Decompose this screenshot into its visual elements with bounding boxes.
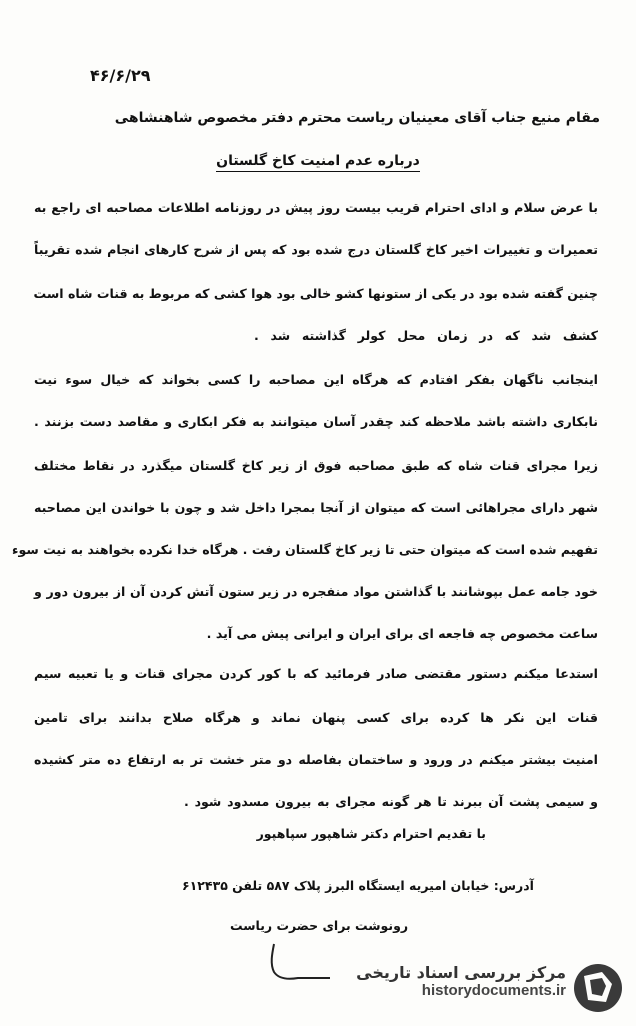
body-line: تعمیرات و تغییرات اخیر کاخ گلستان درج شده بود که پس از شرح کارهای انجام شده تقریباً [34,242,598,257]
archive-logo-icon [572,962,624,1014]
handwritten-signature [268,940,348,990]
body-line: زیرا مجرای قنات شاه که طبق مصاحبه فوق از زیر کاخ گلستان میگذرد در نقاط مختلف [34,458,598,473]
archive-site: historydocuments.ir [421,982,566,1000]
sender-address: آدرس: خیابان امیریه ایستگاه البرز پلاک ۵۸۷ تلفن ۶۱۲۴۳۵ [182,878,534,893]
body-line: و سیمی پشت آن ببرند تا هر گونه مجرای به بیرون مسدود شود . [184,794,598,809]
document-subject [0,153,636,169]
body-line: نابکاری داشته باشد ملاحظه کند چقدر آسان میتوانند به فکر ابکاری و مقاصد دست بزنند . [34,414,598,429]
body-line: تفهیم شده است که میتوان حتی تا زیر کاخ گلستان رفت . هرگاه خدا نکرده بخواهند به نیت سوء [12,542,598,557]
body-line: امنیت بیشتر میکنم در ورود و ساختمان بفاصله دو متر خشت تر به ارتفاع ده متر کشیده [34,752,598,767]
body-line: اینجانب ناگهان بفکر افتادم که هرگاه این مصاحبه را کسی بخواند که خیال سوء نیت [34,372,598,387]
body-line: استدعا میکنم دستور مقتضی صادر فرمائید که با کور کردن مجرای قنات و یا تعبیه سیم [34,666,598,681]
body-line: شهر دارای مجراهائی است که میتوان از آنجا بمجرا داخل شد و چون با خواندن این مصاحبه [34,500,598,515]
body-line: قنات این نکر ها کرده برای کسی پنهان نماند و هرگاه صلاح بدانند برای تامین [34,710,598,725]
subject-text: درباره عدم امنیت کاخ گلستان [216,153,420,172]
addressee-line: مقام منیع جناب آقای معینیان ریاست محترم دفتر مخصوص شاهنشاهی [114,110,600,126]
body-line: خود جامه عمل بپوشانند با گذاشتن مواد منفجره در زیر ستون آتش کردن آن از بیرون دور و [34,584,598,599]
body-line: ساعت مخصوص چه فاجعه ای برای ایران و ایرانی پیش می آید . [206,626,598,641]
archive-name: مرکز بررسی اسناد تاریخی [356,963,566,982]
document-date: ۴۶/۶/۲۹ [90,66,151,85]
body-line: با عرض سلام و ادای احترام قریب بیست روز پیش در روزنامه اطلاعات مصاحبه ای راجع به [34,200,598,215]
archive-watermark [356,964,566,1000]
closing-signoff: با تقدیم احترام دکتر شاهپور سپاهپور [256,826,486,841]
copy-note: رونوشت برای حضرت ریاست [230,918,409,933]
body-line: چنین گفته شده بود در یکی از ستونها کشو خالی بود هوا کشی که مربوط به قنات شاه است [33,286,598,301]
body-line: کشف شد که در زمان محل کولر گذاشته شد . [254,328,598,343]
